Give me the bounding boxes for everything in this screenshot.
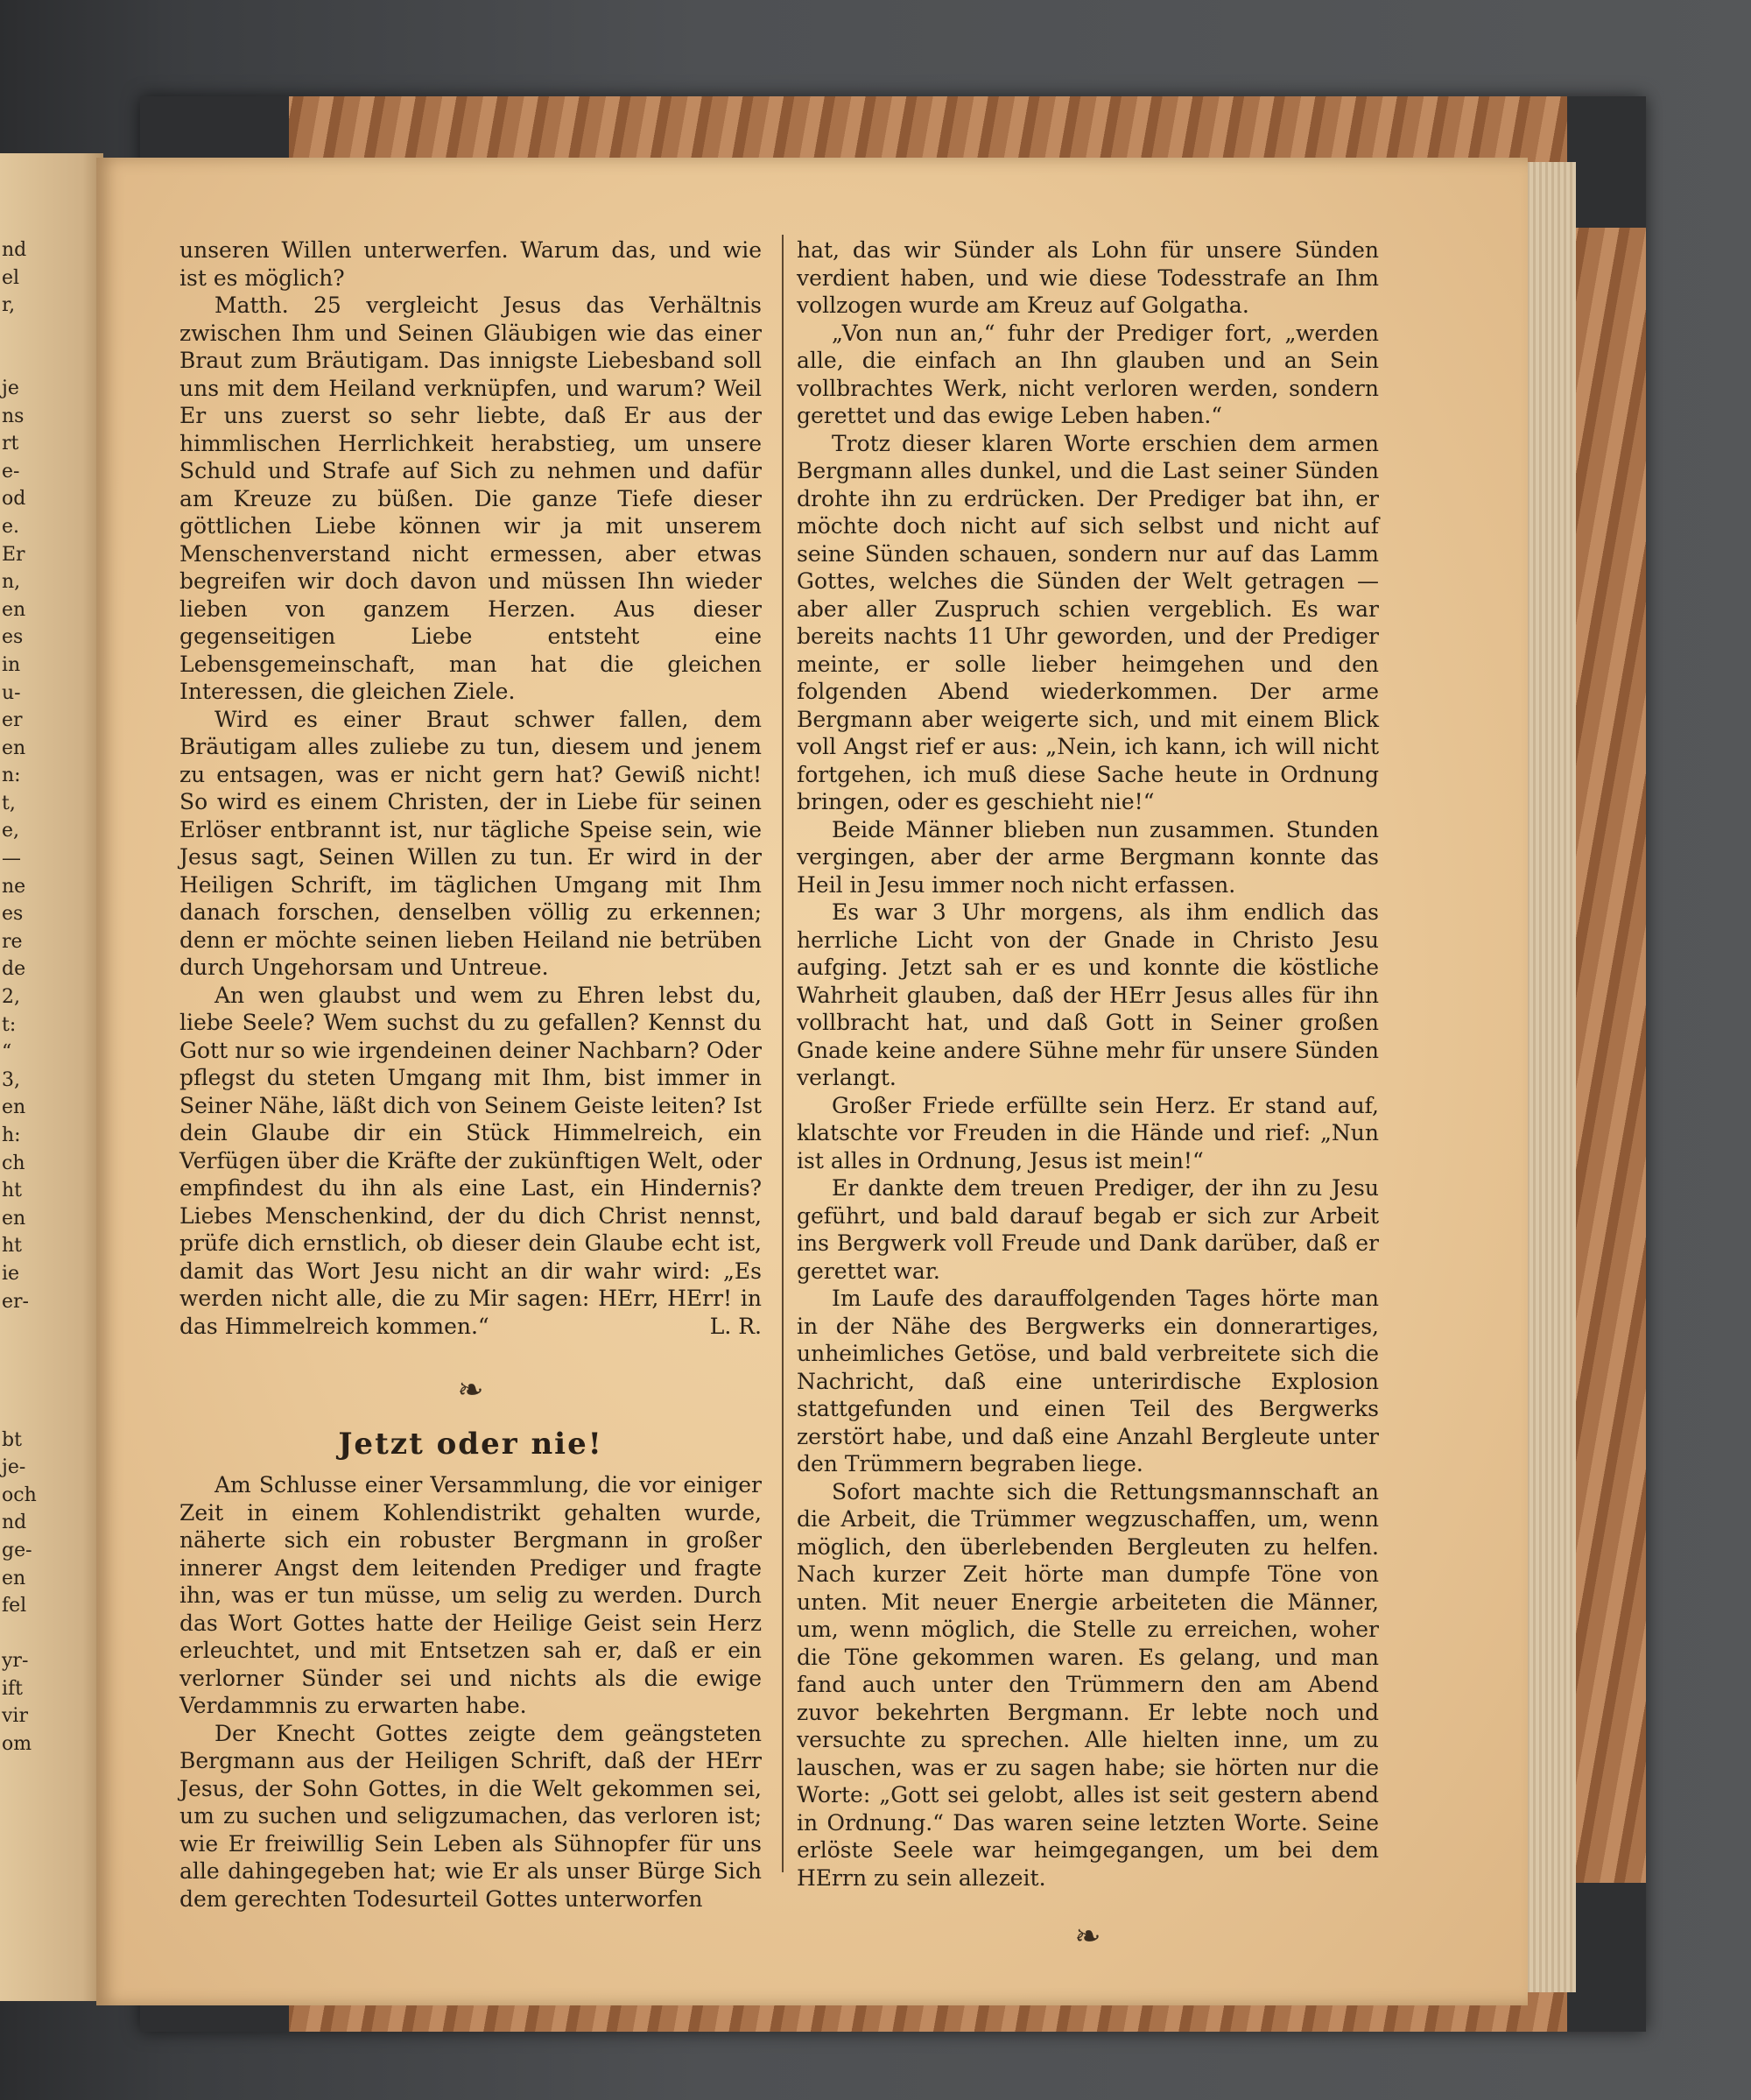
left-page-fragment: bt xyxy=(2,1428,22,1451)
left-page-fragment: e, xyxy=(2,820,20,842)
cover-corner-top-right xyxy=(1567,96,1646,228)
left-page-fragment: vir xyxy=(2,1705,28,1728)
left-page-fragment: es xyxy=(2,626,24,649)
left-page-fragment: 2, xyxy=(2,986,20,1009)
left-page-fragment: t: xyxy=(2,1013,17,1036)
cover-corner-bottom-right xyxy=(1567,1883,1646,2032)
paragraph: Großer Friede erfüllte sein Herz. Er stand auf, klatschte vor Freuden in die Hände und rief: „Nun ist alles in Ordnung, Jesus ist mein!“ xyxy=(797,1092,1379,1173)
left-page-fragment xyxy=(2,1399,54,1427)
left-page-fragment: “ xyxy=(2,1041,12,1064)
column-divider xyxy=(782,235,784,1872)
left-page-fragment xyxy=(2,1315,54,1343)
left-page-fragment xyxy=(2,347,54,375)
left-page-fragment: — xyxy=(2,848,21,870)
left-page-fragment: 3, xyxy=(2,1068,20,1091)
left-page-fragment: t, xyxy=(2,792,16,814)
text-column-left xyxy=(179,236,762,1913)
left-page-fragment: je- xyxy=(2,1456,26,1479)
left-page-fragment: ht xyxy=(2,1235,23,1258)
left-page-fragment: nd xyxy=(2,239,27,261)
left-page-fragment: yr- xyxy=(2,1650,29,1673)
paragraph-text: An wen glaubst und wem zu Ehren lebst du, liebe Seele? Wem suchst du zu gefallen? Kennst du Gott nur so wie irgendeinen deiner Nachbarn? Oder pflegst du steten Umgang mit Ihm, bist immer in Seiner Nähe, läßt dich von Seinem Geiste leiten? Ist dein Glaube dir ein Stück Himmelreich, ein Verfügen über die Kräfte der zukünftigen Welt, oder empfindest du ihn als eine Last, ein Hindernis? Liebes Menschenkind, der du dich Christ nennst, prüfe dich ernstlich, ob dieser dein Glaube echt ist, damit das Wort Jesu nicht an dir wahr wird: „Es werden nicht alle, die zu Mir sagen: HErr, HErr! in das Himmelreich kommen.“ xyxy=(179,982,762,1339)
left-page-fragment: n, xyxy=(2,571,21,594)
left-page-fragment: en xyxy=(2,1567,26,1589)
paragraph: Am Schlusse einer Versammlung, die vor einiger Zeit in einem Kohlendistrikt gehalten wurde, näherte sich ein robuster Bergmann in großer innerer Angst dem leitenden Prediger und fragte ihn, was er tun müsse, um selig zu werden. Durch das Wort Gottes hatte der Heilige Geist sein Herz erleuchtet, und mit Entsetzen sah er, daß er ein verlorner Sünder sei und nichts als die ewige Verdammnis zu erwarten habe. xyxy=(179,1472,762,1718)
left-page-fragment: nd xyxy=(2,1512,27,1534)
left-page-fragment xyxy=(2,1371,54,1399)
left-page-fragment: od xyxy=(2,488,26,511)
left-page-fragment xyxy=(2,1620,54,1648)
left-page-fragment: er xyxy=(2,709,23,732)
paragraph: Sofort machte sich die Rettungsmannschaft an die Arbeit, die Trümmer wegzuschaffen, um, wenn möglich, den überlebenden Bergleuten zu helfen. Nach kurzer Zeit hörte man dumpfe Töne von unten. Mit neuer Energie arbeiteten die Männer, um, wenn möglich, die Stelle zu erreichen, woher die Töne gekommen waren. Es gelang, und man fand auch unter den Trümmern den am Abend zuvor bekehrten Bergmann. Er lebte noch und versuchte zu sprechen. Alle hielten inne, um zu lauschen, was er zu sagen habe; sie hörten nur die Worte: „Gott sei gelobt, alles ist seit gestern abend in Ordnung.“ Das waren seine letzten Worte. Seine erlöste Seele war heimgegangen, um bei dem HErrn zu sein allezeit. xyxy=(797,1478,1379,1891)
left-page-fragment: ch xyxy=(2,1152,25,1174)
left-page-fragment: om xyxy=(2,1733,32,1756)
left-page-fragment xyxy=(2,320,54,348)
paragraph: Wird es einer Braut schwer fallen, dem Bräutigam alles zuliebe zu tun, diesem und jenem zu entsagen, was er nicht gern hat? Gewiß nicht! So wird es einem Christen, der in Liebe für seinen Erlöser entbrannt ist, nur tägliche Speise sein, wie Jesus sagt, Seinen Willen zu tun. Er wird in der Heiligen Schrift, im täglichen Umgang mit Ihm danach forschen, denselben völlig zu erkennen; denn er möchte seinen lieben Heiland nie betrüben durch Ungehorsam und Untreue. xyxy=(179,706,762,980)
page-edge-stack xyxy=(1523,162,1576,1992)
left-page-text-fragments xyxy=(2,236,54,1758)
paragraph-with-signature xyxy=(179,982,762,1341)
paragraph: Es war 3 Uhr morgens, als ihm endlich das herrliche Licht von der Gnade in Christo Jesu aufging. Jetzt sah er es und konnte die köstliche Wahrheit glauben, daß der HErr Jesus alles für ihn vollbracht hat, und daß Gott in Seiner großen Gnade keine andere Sühne mehr für unsere Sünden verlangt. xyxy=(797,899,1379,1090)
left-page-fragment: n: xyxy=(2,765,21,787)
left-page-fragment: e- xyxy=(2,460,20,483)
left-page-fragment: es xyxy=(2,903,24,926)
paragraph: „Von nun an,“ fuhr der Prediger fort, „werden alle, die einfach an Ihn glauben und an Sein vollbrachtes Werk, nicht verloren werden, sondern gerettet und das ewige Leben haben.“ xyxy=(797,320,1379,428)
paragraph: Im Laufe des darauffolgenden Tages hörte man in der Nähe des Bergwerks ein donnerartiges, unheimliches Getöse, und bald verbreitete sich die Nachricht, daß eine unterirdische Explosion stattgefunden und einen Teil des Bergwerks zerstört habe, und daß eine Anzahl Bergleute unter den Trümmern begraben liege. xyxy=(797,1286,1379,1476)
left-page-fragment: ht xyxy=(2,1180,23,1202)
left-page-fragment: r, xyxy=(2,294,16,317)
paragraph: Matth. 25 vergleicht Jesus das Verhältnis zwischen Ihm und Seinen Gläubigen wie das einer Braut zum Bräutigam. Das innigste Liebesband soll uns mit dem Heiland verknüpfen, und warum? Weil Er uns zuerst so sehr liebte, daß Er aus der himmlischen Herrlichkeit herabstieg, um unsere Schuld und Strafe auf Sich zu nehmen und dafür am Kreuze zu büßen. Die ganze Tiefe dieser göttlichen Liebe können wir ja mit unserem Menschenverstand nicht ermessen, aber etwas begreifen wir doch davon und müssen Ihn wieder lieben von ganzem Herzen. Aus dieser gegenseitigen Liebe entsteht eine Lebensgemeinschaft, man hat die gleichen Interessen, die gleichen Ziele. xyxy=(179,292,762,704)
author-signature: L. R. xyxy=(709,1313,762,1339)
left-page-fragment: ge- xyxy=(2,1539,32,1561)
left-page-fragment: Er xyxy=(2,543,25,566)
paragraph: Beide Männer blieben nun zusammen. Stunden vergingen, aber der arme Bergmann konnte das Heil in Jesu immer noch nicht erfassen. xyxy=(797,816,1379,898)
left-page-fragment: h: xyxy=(2,1124,21,1146)
left-page-fragment: rt xyxy=(2,433,19,455)
left-page-fragment xyxy=(2,1343,54,1371)
left-page-fragment: er- xyxy=(2,1290,29,1313)
left-page-fragment: ns xyxy=(2,405,25,427)
paragraph: Der Knecht Gottes zeigte dem geängsteten Bergmann aus der Heiligen Schrift, daß der HErr Jesus, der Sohn Gottes, in die Welt gekommen sei, um zu suchen und seligzumachen, das verloren ist; wie Er freiwillig Sein Leben als Sühnopfer für uns alle dahingegeben hat; wie Er als unser Bürge Sich dem gerechten Todesurteil Gottes unterworfen xyxy=(179,1720,762,1912)
left-page-fragment: ift xyxy=(2,1677,24,1700)
left-page-fragment: en xyxy=(2,598,26,621)
left-page-fragment: el xyxy=(2,266,20,289)
left-page-fragment: in xyxy=(2,653,21,676)
text-column-right xyxy=(797,236,1379,1963)
left-page xyxy=(0,153,103,2001)
left-page-fragment: u- xyxy=(2,681,21,704)
left-page-fragment: e. xyxy=(2,515,20,538)
ornament-divider: ❧ xyxy=(1074,1919,1101,1955)
paragraph: hat, das wir Sünder als Lohn für unsere Sünden verdient haben, und wie diese Todesstrafe an Ihm vollzogen wurde am Kreuz auf Golgatha. xyxy=(797,237,1379,318)
left-page-fragment: fel xyxy=(2,1595,27,1617)
left-page-fragment: re xyxy=(2,930,23,953)
ornament-divider: ❧ xyxy=(457,1372,484,1408)
left-page-fragment: je xyxy=(2,377,19,399)
left-page-fragment: en xyxy=(2,1096,26,1119)
paragraph: unseren Willen unterwerfen. Warum das, und wie ist es möglich? xyxy=(179,237,762,291)
left-page-fragment: och xyxy=(2,1483,37,1506)
left-page-fragment: en xyxy=(2,1207,26,1230)
paragraph: Er dankte dem treuen Prediger, der ihn zu Jesu geführt, und bald darauf begab er sich zur Arbeit ins Bergwerk voll Freude und Dank darüber, daß er gerettet war. xyxy=(797,1175,1379,1284)
left-page-fragment: ne xyxy=(2,875,26,898)
paragraph: Trotz dieser klaren Worte erschien dem armen Bergmann alles dunkel, und die Last seiner Sünden drohte ihn zu erdrücken. Der Prediger bat ihn, er möchte doch nicht auf sich selbst und nicht auf seine Sünden schauen, sondern nur auf das Lamm Gottes, welches die Sünden der Welt getragen — aber aller Zuspruch schien vergeblich. Es war bereits nachts 11 Uhr geworden, und der Prediger meinte, er solle lieber heimgehen und den folgenden Abend wiederkommen. Der arme Bergmann aber weigerte sich, und mit einem Blick voll Angst rief er aus: „Nein, ich kann, ich will nicht fortgehen, ich muß diese Sache heute in Ordnung bringen, oder es geschieht nie!“ xyxy=(797,430,1379,814)
left-page-fragment: ie xyxy=(2,1262,20,1285)
article-heading: Jetzt oder nie! xyxy=(338,1427,603,1462)
left-page-fragment: en xyxy=(2,736,26,759)
left-page-fragment: de xyxy=(2,958,26,981)
